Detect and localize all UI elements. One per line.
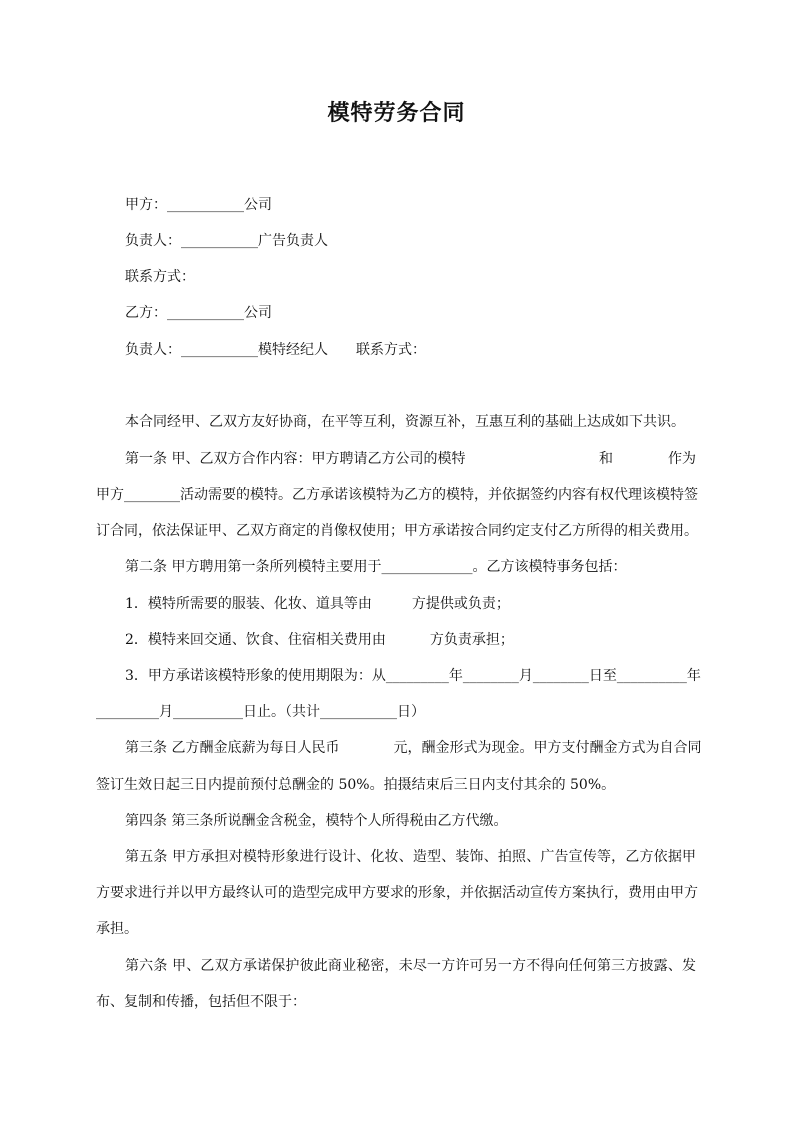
article-2-item-1-b: 方提供或负责； [411, 596, 510, 612]
article-3-text-a: 第三条 乙方酬金底薪为每日人民币 [125, 740, 340, 756]
page-title: 模特劳务合同 [327, 100, 466, 126]
article-1-line-3: 订合同，依法保证甲、乙双方商定的肖像权使用；甲方承诺按合同约定支付乙方所得的相关费用。 [96, 523, 698, 539]
article-1-text-b: 和 [599, 451, 613, 467]
party-b-line: 乙方：___________公司 [125, 305, 272, 321]
intro-paragraph: 本合同经甲、乙双方友好协商，在平等互利，资源互补，互惠互利的基础上达成如下共识。 [125, 414, 685, 430]
article-3-line-2: 签订生效日起三日内提前预付总酬金的 50%。拍摄结束后三日内支付其余的 50%。 [96, 777, 616, 793]
article-5-line-3: 承担。 [96, 921, 138, 937]
article-2-item-3-cont: _________月__________日止。（共计___________日） [96, 704, 425, 720]
article-3-line-1 [125, 739, 725, 757]
party-b-contact: 联系方式： [356, 342, 426, 358]
party-a-line: 甲方：___________公司 [125, 197, 272, 213]
party-b-rep: 负责人：___________模特经纪人 [125, 342, 328, 358]
party-a-rep-line: 负责人：___________广告负责人 [125, 233, 328, 249]
article-5-line-2: 方要求进行并以甲方最终认可的造型完成甲方要求的形象，并依据活动宣传方案执行，费用由甲方 [96, 885, 698, 901]
article-2-line-1: 第二条 甲方聘用第一条所列模特主要用于_____________。乙方该模特事务包括： [125, 559, 627, 575]
article-2-item-2-b: 方负责承担； [429, 632, 514, 648]
party-b-rep-line [125, 341, 725, 359]
article-2-item-1 [125, 595, 725, 613]
article-1-text-c: 作为 [668, 451, 696, 467]
article-6-line-2: 布、复制和传播，包括但不限于： [96, 994, 306, 1010]
article-1-line-2: 甲方________活动需要的模特。乙方承诺该模特为乙方的模特，并依据签约内容有权代理该模特签 [96, 487, 698, 503]
article-6-line-1: 第六条 甲、乙双方承诺保护彼此商业秘密，未尽一方许可另一方不得向任何第三方披露、发 [125, 958, 696, 974]
article-2-item-2 [125, 631, 725, 649]
article-2-item-1-a: 1．模特所需要的服装、化妆、道具等由 [125, 596, 372, 612]
party-a-contact-line: 联系方式： [125, 269, 195, 285]
article-1-text-a: 第一条 甲、乙双方合作内容：甲方聘请乙方公司的模特 [125, 451, 466, 467]
article-2-item-2-a: 2．模特来回交通、饮食、住宿相关费用由 [125, 632, 386, 648]
article-2-item-3: 3．甲方承诺该模特形象的使用期限为：从_________年________月________日至__________年 [125, 668, 701, 684]
article-1-line-1 [125, 450, 696, 468]
article-3-text-b: 元，酬金形式为现金。甲方支付酬金方式为自合同 [393, 740, 702, 756]
article-4-line: 第四条 第三条所说酬金含税金，模特个人所得税由乙方代缴。 [125, 813, 508, 829]
article-5-line-1: 第五条 甲方承担对模特形象进行设计、化妆、造型、装饰、拍照、广告宣传等，乙方依据甲 [125, 849, 696, 865]
